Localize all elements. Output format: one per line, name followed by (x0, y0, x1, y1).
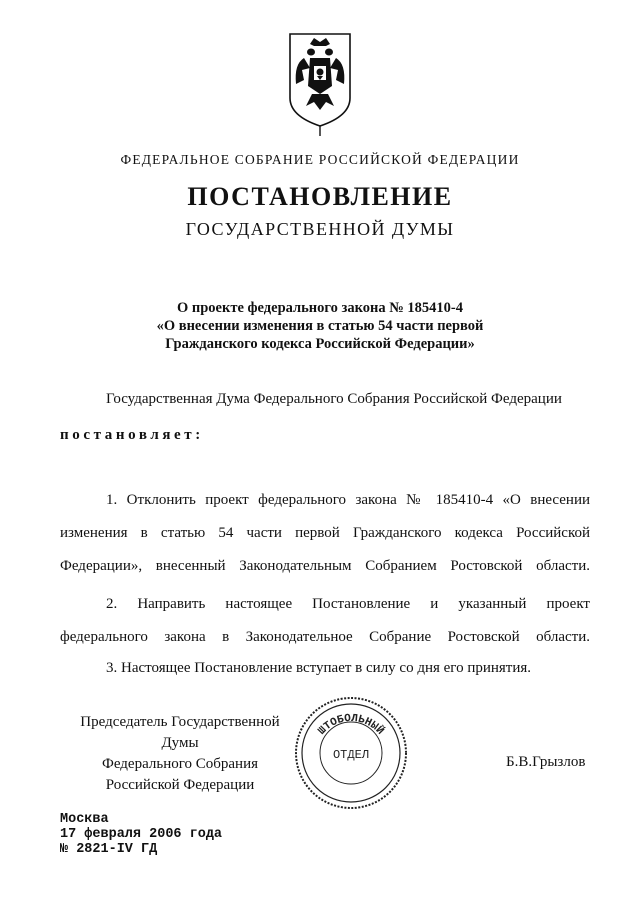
paragraph-3: 3. Настоящее Постановление вступает в силу со дня его принятия. (106, 660, 532, 676)
issuer-heading: ГОСУДАРСТВЕННОЙ ДУМЫ (185, 219, 455, 239)
signatory-title-line: Федерального Собрания (101, 756, 259, 772)
footer-number: № 2821-IV ГД (60, 842, 158, 857)
footer-city: Москва (60, 812, 109, 827)
document-subject (0, 299, 640, 353)
paragraph-line: изменения в статью 54 части первой Гражданского кодекса Российской (60, 525, 590, 541)
signatory-title-line: Председатель Государственной Думы (80, 714, 280, 751)
preamble: Государственная Дума Федерального Собрания Российской Федерации (106, 391, 562, 407)
official-stamp (292, 694, 410, 812)
paragraph-2 (60, 588, 590, 654)
paragraph-line: 1. Отклонить проект федерального закона № 185410-4 «О внесении (106, 492, 590, 508)
stamp-arc-text: ШТОБОЛЬНЫЙ (316, 712, 386, 738)
document-type-title: ПОСТАНОВЛЕНИЕ (187, 182, 453, 211)
paragraph-line: федерального закона в Законодательное Собрание Ростовской области. (60, 629, 590, 645)
paragraph-line: 2. Направить настоящее Постановление и указанный проект (106, 596, 590, 612)
signatory-title-line: Российской Федерации (105, 777, 255, 793)
coat-of-arms-icon (284, 28, 356, 138)
document-footer (60, 812, 222, 857)
resolution-verb: постановляет: (60, 427, 204, 443)
signature-block (60, 712, 300, 796)
footer-date: 17 февраля 2006 года (60, 827, 223, 842)
paragraph-line: Федерации», внесенный Законодательным Собранием Ростовской области. (60, 558, 590, 574)
signatory-name: Б.В.Грызлов (506, 754, 586, 770)
paragraph-1 (60, 484, 590, 583)
parliament-heading: ФЕДЕРАЛЬНОЕ СОБРАНИЕ РОССИЙСКОЙ ФЕДЕРАЦИИ (120, 152, 520, 167)
subject-line: «О внесении изменения в статью 54 части первой (156, 318, 484, 334)
svg-text:ШТОБОЛЬНЫЙ (316, 713, 387, 738)
stamp-center-text: ОТДЕЛ (332, 748, 370, 762)
subject-line: Гражданского кодекса Российской Федерации» (165, 336, 475, 352)
subject-line: О проекте федерального закона № 185410-4 (176, 300, 464, 316)
